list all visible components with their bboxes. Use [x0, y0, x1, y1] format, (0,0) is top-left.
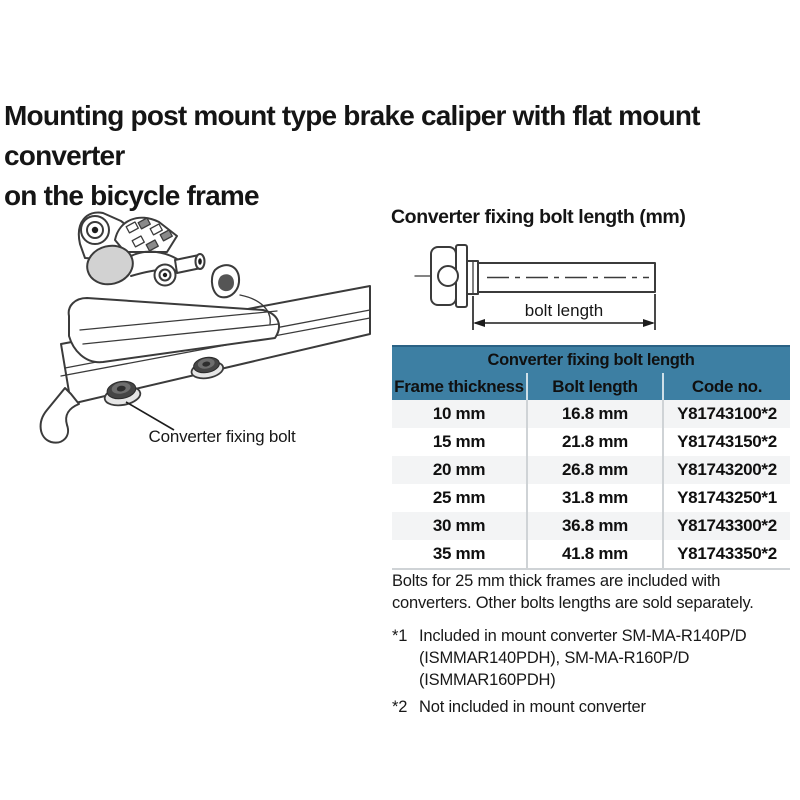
cell-bolt-length: 21.8 mm — [527, 428, 663, 456]
table-row — [392, 400, 790, 428]
bolt-length-heading: Converter fixing bolt length (mm) — [391, 206, 686, 228]
page-title-line2: on the bicycle frame — [4, 180, 259, 211]
dimension-label: bolt length — [524, 301, 604, 320]
cell-code-no: Y81743250*1 — [663, 484, 790, 512]
cell-bolt-length: 31.8 mm — [527, 484, 663, 512]
cell-code-no: Y81743100*2 — [663, 400, 790, 428]
footnote-1 — [392, 625, 796, 691]
page-title-line1: Mounting post mount type brake caliper with flat mount converter — [4, 100, 700, 171]
cell-frame-thickness: 30 mm — [392, 512, 527, 540]
cell-code-no: Y81743150*2 — [663, 428, 790, 456]
footnote-1-text: Included in mount converter SM-MA-R140P/D (ISMMAR140PDH), SM-MA-R160P/D (ISMMAR160PDH) — [419, 627, 747, 689]
cell-frame-thickness: 20 mm — [392, 456, 527, 484]
cell-frame-thickness: 25 mm — [392, 484, 527, 512]
bolt-head-hole — [438, 266, 458, 286]
frame-dropout — [41, 388, 79, 443]
cell-code-no: Y81743200*2 — [663, 456, 790, 484]
table-row — [392, 512, 790, 540]
illustration-caption: Converter fixing bolt — [148, 427, 296, 446]
table-row — [392, 456, 790, 484]
table-row — [392, 428, 790, 456]
cell-bolt-length: 16.8 mm — [527, 400, 663, 428]
col-header-bolt-length: Bolt length — [527, 373, 663, 400]
footnote-2-marker: *2 — [392, 698, 408, 716]
cell-frame-thickness: 35 mm — [392, 540, 527, 569]
bolt-length-table — [392, 345, 790, 570]
notes-section — [392, 570, 796, 723]
bolt-drawing — [403, 238, 673, 340]
cell-frame-thickness: 10 mm — [392, 400, 527, 428]
cell-bolt-length: 26.8 mm — [527, 456, 663, 484]
cell-bolt-length: 41.8 mm — [527, 540, 663, 569]
table-title: Converter fixing bolt length — [392, 346, 790, 373]
caption-leader-line — [126, 402, 174, 430]
cell-bolt-length: 36.8 mm — [527, 512, 663, 540]
cell-code-no: Y81743350*2 — [663, 540, 790, 569]
table-row — [392, 540, 790, 569]
caliper-illustration — [25, 198, 380, 453]
footnote-2-text: Not included in mount converter — [419, 698, 646, 716]
cell-code-no: Y81743300*2 — [663, 512, 790, 540]
footnote-1-marker: *1 — [392, 627, 408, 645]
caliper-line-art — [25, 198, 380, 453]
col-header-frame-thickness: Frame thickness — [392, 373, 527, 400]
notes-paragraph: Bolts for 25 mm thick frames are included with converters. Other bolts lengths are sold separately. — [392, 572, 754, 612]
cell-frame-thickness: 15 mm — [392, 428, 527, 456]
table-row — [392, 484, 790, 512]
footnote-2 — [392, 696, 796, 718]
col-header-code-no: Code no. — [663, 373, 790, 400]
